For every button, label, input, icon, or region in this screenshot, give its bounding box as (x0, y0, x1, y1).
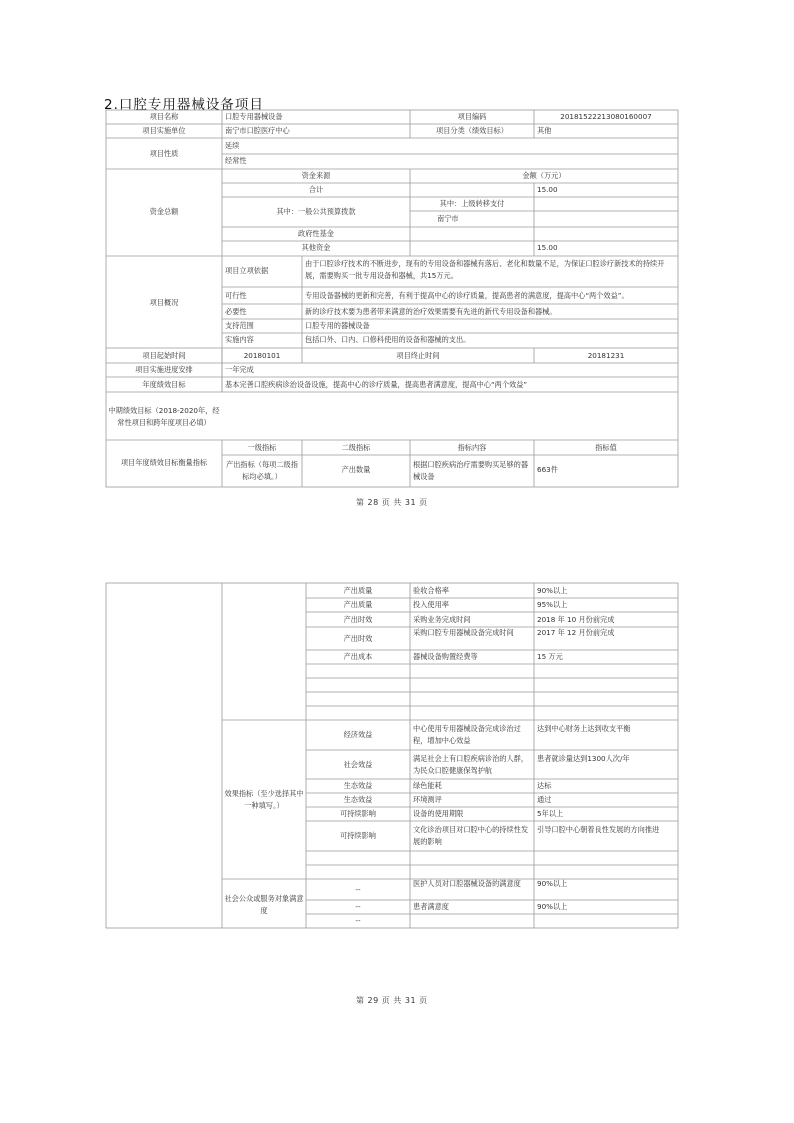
output-lvl2: 产出时效 (343, 633, 373, 643)
satisfaction-content: 医护人员对口腔器械设备的满意度 (413, 878, 521, 888)
effect-content: 中心使用专用器械设备完成诊治过程，增加中心效益 (413, 724, 521, 745)
output-lvl2: 产出质量 (343, 585, 373, 595)
output-lvl2: 产出时效 (343, 614, 373, 624)
output-lvl2: 产出成本 (343, 652, 373, 661)
satisfaction-label: 社会公众或服务对象满意度 (224, 894, 304, 915)
nanning-label: 南宁市 (437, 214, 459, 223)
annual-goal-label: 年度绩效目标 (142, 380, 186, 389)
output-content: 投入使用率 (413, 600, 449, 609)
gov-fund-label: 政府性基金 (298, 229, 334, 238)
effect-lvl2: 经济效益 (343, 730, 373, 739)
effect-content: 绿色能耗 (413, 781, 442, 790)
category-label: 项目分类（绩效目标） (436, 126, 508, 135)
effect-value: 引导口腔中心朝着良性发展的方向推进 (537, 825, 660, 834)
necessity-label: 必要性 (225, 307, 247, 316)
effect-value: 达标 (537, 781, 552, 790)
satisfaction-value: 90%以上 (537, 902, 568, 911)
page-footer-2: 第 29 页 共 31 页 (356, 996, 428, 1005)
project-code-label: 项目编码 (457, 112, 487, 121)
amount-header: 金额（万元） (522, 171, 566, 180)
indicators-label: 项目年度绩效目标衡量指标 (120, 458, 208, 467)
effect-lvl2: 可持续影响 (340, 831, 376, 840)
output-content: 器械设备购置经费等 (413, 652, 478, 661)
general-budget-label: 其中：一般公共预算拨款 (276, 207, 356, 216)
source-header: 资金来源 (301, 171, 331, 180)
output-content: 采购口腔专用器械设备完成时间 (413, 627, 514, 637)
scope-text: 口腔专用的器械设备 (305, 321, 370, 330)
start-label: 项目起始时间 (142, 351, 186, 360)
end-label: 项目终止时间 (396, 351, 440, 360)
satisfaction-content: 患者满意度 (413, 902, 449, 911)
other-fund-label: 其他资金 (301, 243, 331, 252)
lvl2-header: 二级指标 (341, 443, 371, 452)
row-qty-value: 663件 (537, 465, 558, 474)
nature-label: 项目性质 (149, 149, 179, 158)
effect-content: 文化诊治项目对口腔中心的持续性发展的影响 (413, 825, 529, 846)
category-value: 其他 (537, 126, 552, 135)
unit-value: 南宁市口腔医疗中心 (225, 126, 290, 135)
effect-content: 设备的使用期限 (413, 809, 464, 818)
schedule-label: 项目实施进度安排 (135, 365, 193, 374)
unit-label: 项目实施单位 (142, 126, 186, 135)
effect-content: 满足社会上有口腔疾病诊治的人群，为民众口腔健康保驾护航 (413, 753, 529, 775)
output-value: 95%以上 (537, 600, 568, 609)
effect-content: 环境测评 (413, 795, 442, 804)
project-name-value: 口腔专用器械设备 (225, 112, 283, 121)
start-value: 20180101 (243, 351, 281, 360)
effect-lvl2: 社会效益 (343, 759, 373, 769)
output-label: 产出指标（每项二级指标均必填。） (226, 460, 298, 481)
scope-label: 支持范围 (225, 321, 254, 330)
overview-label: 项目概况 (149, 298, 179, 307)
value-header: 指标值 (595, 443, 617, 452)
row-qty-content: 根据口腔疾病治疗需要购买足够的器械设备 (413, 460, 529, 481)
effect-label: 效果指标（至少选择其中一种填写。） (224, 789, 304, 810)
annual-goal-value: 基本完善口腔疾病诊治设备设施，提高中心的诊疗质量，提高患者满意度，提高中心“两个效益” (225, 380, 528, 389)
total-label: 合计 (308, 185, 324, 194)
output-value: 15 万元 (537, 652, 563, 661)
schedule-value: 一年完成 (225, 365, 254, 374)
funds-label: 资金总额 (149, 207, 179, 216)
effect-value: 通过 (537, 795, 552, 804)
basis-label: 项目立项依据 (225, 266, 269, 275)
basis-text: 由于口腔诊疗技术的不断进步，现有的专用设备和器械有落后、老化和数量不足，为保证口腔诊疗新技术的持续开展，需要购买一批专用设备和器械，共15万元。 (305, 259, 665, 280)
upper-transfer-label: 其中：上级转移支付 (439, 199, 505, 208)
nature-value-2: 经常性 (225, 156, 247, 165)
content-label: 实施内容 (225, 335, 254, 344)
satisfaction-lvl2: -- (355, 884, 361, 894)
other-fund-value: 15.00 (537, 243, 558, 252)
project-name-label: 项目名称 (149, 112, 179, 121)
section-title: 2.口腔专用器械设备项目 (104, 97, 264, 113)
end-value: 20181231 (587, 351, 625, 360)
necessity-text: 新的诊疗技术要为患者带来满意的治疗效果需要有先进的新代专用设备和器械。 (305, 307, 557, 316)
output-value: 90%以上 (537, 585, 568, 595)
total-value: 15.00 (537, 185, 558, 194)
output-content: 验收合格率 (413, 585, 449, 595)
satisfaction-lvl2: -- (355, 902, 361, 911)
page-footer-1: 第 28 页 共 31 页 (356, 498, 428, 507)
midterm-label: 中期绩效目标（2018-2020年，经常性项目和跨年度项目必填） (108, 406, 220, 427)
effect-lvl2: 可持续影响 (340, 809, 376, 818)
nature-value-1: 延续 (225, 141, 240, 150)
satisfaction-lvl2: -- (355, 916, 361, 925)
effect-value: 患者就诊量达到1300人次/年 (537, 753, 630, 763)
output-content: 采购业务完成时间 (413, 614, 471, 624)
output-value: 2018 年 10 月份前完成 (537, 614, 615, 624)
output-value: 2017 年 12 月份前完成 (537, 627, 615, 637)
effect-value: 达到中心财务上达到收支平衡 (537, 724, 631, 733)
output-lvl2: 产出质量 (343, 600, 373, 609)
lvl1-header: 一级指标 (247, 443, 277, 452)
feasibility-text: 专用设备器械的更新和完善，有利于提高中心的诊疗质量，提高患者的满意度，提高中心“两个效益”。 (305, 291, 629, 300)
effect-lvl2: 生态效益 (343, 781, 373, 790)
effect-lvl2: 生态效益 (343, 795, 373, 804)
row-qty-lvl2: 产出数量 (341, 465, 371, 474)
content-text: 包括口外、口内、口修科使用的设备和器械的支出。 (305, 335, 471, 344)
satisfaction-value: 90%以上 (537, 878, 568, 888)
content-header: 指标内容 (457, 443, 487, 452)
effect-value: 5年以上 (537, 809, 564, 818)
project-code-value: 20181522213080160007 (560, 112, 652, 121)
feasibility-label: 可行性 (225, 291, 247, 300)
